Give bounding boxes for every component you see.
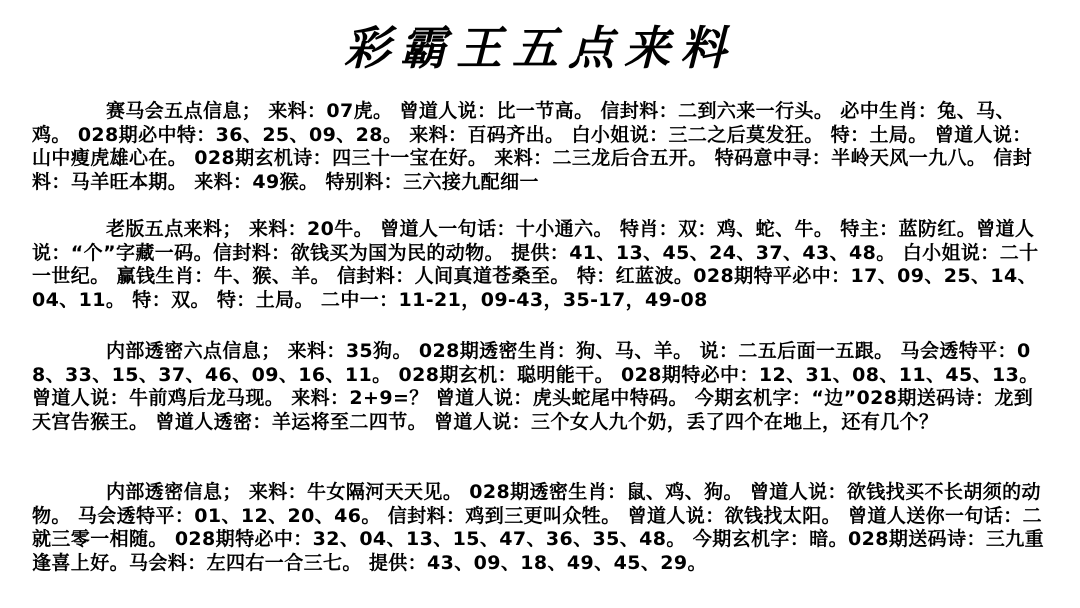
info-paragraph-old-version: 老版五点来料； 来料：20牛。 曾道人一句话：十小通六。 特肖：双：鸡、蛇、牛。 特主：蓝防红。曾道人说：“个”字藏一码。信封料：欲钱买为国为民的动物。 提供：41、13、45、24、37、43、48。 白小姐说：二十一世纪。 赢钱生肖：牛、猴、羊。 信封料：人间真道苍桑至。 特：红蓝波。028期特平必中：17、09、25、14、04、11。 特：双。 特：土局。 二中一：11-21，09-43，35-17，49-08: [32, 218, 1039, 311]
info-paragraph-internal: 内部透密信息； 来料：牛女隔河天天见。 028期透密生肖：鼠、鸡、狗。 曾道人说：欲钱找买不长胡须的动物。 马会透特平：01、12、20、46。 信封料：鸡到三更叫众牲。 曾道人说：欲钱找太阳。 曾道人送你一句话：二就三零一相随。 028期特必中：32、04、13、15、47、36、35、48。 今期玄机字：暗。028期送码诗：三九重逢喜上好。马会料：左四右一合三七。 提供：43、09、18、49、45、29。: [32, 481, 1045, 574]
info-paragraph-horse-club: 赛马会五点信息； 来料：07虎。 曾道人说：比一节高。 信封料：二到六来一行头。 必中生肖：兔、马、鸡。 028期必中特：36、25、09、28。 来料：百码齐出。 白小姐说：三二之后莫发狂。 特：土局。 曾道人说：山中瘦虎雄心在。 028期玄机诗：四三十一宝在好。 来料：二三龙后合五开。 特码意中寻：半岭天风一九八。 信封料：马羊旺本期。 来料：49猴。 特别料：三六接九配细一: [32, 100, 1033, 193]
info-paragraph-internal-six: 内部透密六点信息； 来料：35狗。 028期透密生肖：狗、马、羊。 说：二五后面一五跟。 马会透特平：08、33、15、37、46、09、16、11。 028期玄机：聪明能干。 028期特必中：12、31、08、11、45、13。曾道人说：牛前鸡后龙马现。 来料：2+9=？ 曾道人说：虎头蛇尾中特码。 今期玄机字：“边”028期送码诗：龙到天宫告猴王。 曾道人透密：羊运将至二四节。 曾道人说：三个女人九个奶，丢了四个在地上，还有几个？: [32, 340, 1039, 433]
page-title: 彩霸王五点来料: [344, 21, 736, 75]
